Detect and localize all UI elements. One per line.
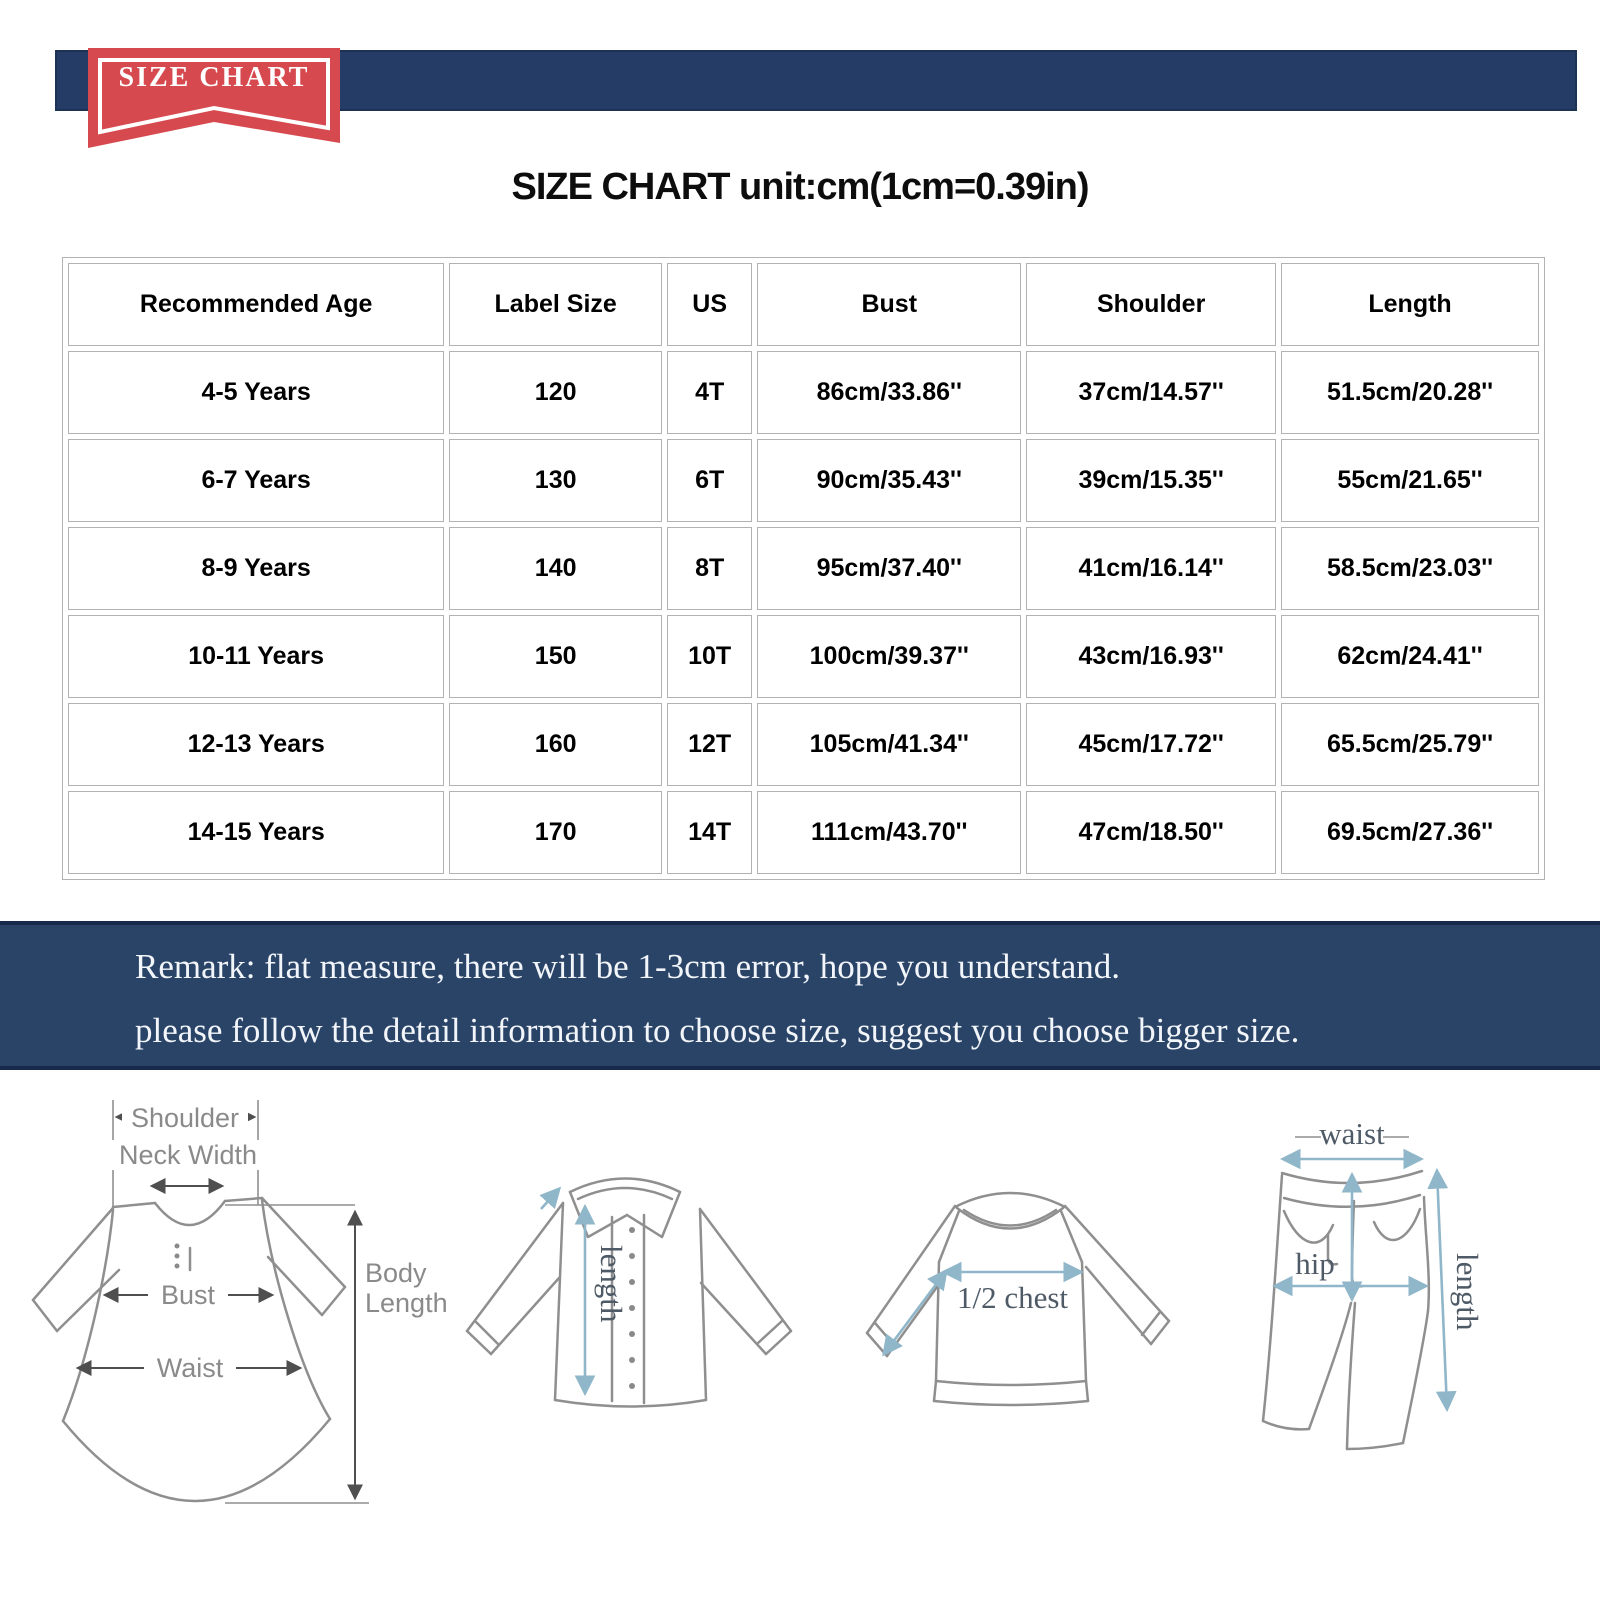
cell-shoulder: 39cm/15.35'' [1026, 439, 1276, 522]
ribbon-label: SIZE CHART [118, 62, 310, 93]
cell-label-size: 170 [449, 791, 662, 874]
cell-age: 14-15 Years [68, 791, 444, 874]
sweater-diagram [860, 1165, 1270, 1455]
cell-label-size: 130 [449, 439, 662, 522]
column-header-label-size: Label Size [449, 263, 662, 346]
cell-label-size: 150 [449, 615, 662, 698]
cell-us: 8T [667, 527, 752, 610]
cell-us: 12T [667, 703, 752, 786]
cell-us: 4T [667, 351, 752, 434]
dress-body-length-label [365, 1258, 448, 1318]
column-header-length: Length [1281, 263, 1539, 346]
size-chart-ribbon [84, 46, 344, 158]
sweater-half-chest-label: 1/2 chest [956, 1280, 1069, 1315]
cell-shoulder: 47cm/18.50'' [1026, 791, 1276, 874]
cell-bust: 95cm/37.40'' [757, 527, 1021, 610]
cell-shoulder: 41cm/16.14'' [1026, 527, 1276, 610]
shirt-length-label: length [594, 1245, 629, 1323]
cell-length: 69.5cm/27.36'' [1281, 791, 1539, 874]
column-header-age: Recommended Age [68, 263, 444, 346]
shirt-diagram [455, 1135, 855, 1465]
cell-length: 65.5cm/25.79'' [1281, 703, 1539, 786]
cell-bust: 100cm/39.37'' [757, 615, 1021, 698]
column-header-us: US [667, 263, 752, 346]
cell-us: 14T [667, 791, 752, 874]
column-header-shoulder: Shoulder [1026, 263, 1276, 346]
table-row [68, 351, 1539, 434]
cell-us: 6T [667, 439, 752, 522]
dress-diagram [25, 1072, 448, 1517]
pants-diagram [1255, 1085, 1585, 1485]
table-row [68, 791, 1539, 874]
pants-hip-label: hip [1295, 1246, 1335, 1281]
remark-line-1: Remark: flat measure, there will be 1-3cm error, hope you understand. [135, 947, 1121, 986]
dress-body-length-line1: Body [365, 1258, 427, 1288]
cell-label-size: 140 [449, 527, 662, 610]
cell-length: 62cm/24.41'' [1281, 615, 1539, 698]
table-row [68, 703, 1539, 786]
cell-bust: 90cm/35.43'' [757, 439, 1021, 522]
dress-neck-width-label: Neck Width [112, 1140, 264, 1170]
cell-length: 58.5cm/23.03'' [1281, 527, 1539, 610]
remark-line-2: please follow the detail information to choose size, suggest you choose bigger size. [135, 1011, 1300, 1050]
size-table [62, 257, 1545, 880]
cell-age: 6-7 Years [68, 439, 444, 522]
cell-shoulder: 37cm/14.57'' [1026, 351, 1276, 434]
shirt-illustration [455, 1135, 855, 1465]
table-row [68, 527, 1539, 610]
cell-label-size: 120 [449, 351, 662, 434]
page-title: SIZE CHART unit:cm(1cm=0.39in) [511, 166, 1089, 208]
remark-band [0, 921, 1600, 1070]
cell-age: 10-11 Years [68, 615, 444, 698]
cell-bust: 111cm/43.70'' [757, 791, 1021, 874]
column-header-bust: Bust [757, 263, 1021, 346]
dress-body-length-line2: Length [365, 1288, 448, 1318]
dress-bust-label: Bust [148, 1280, 228, 1310]
table-row [68, 615, 1539, 698]
cell-age: 12-13 Years [68, 703, 444, 786]
cell-bust: 86cm/33.86'' [757, 351, 1021, 434]
cell-length: 55cm/21.65'' [1281, 439, 1539, 522]
pants-illustration [1255, 1085, 1585, 1485]
cell-label-size: 160 [449, 703, 662, 786]
dress-shoulder-label: Shoulder [122, 1103, 248, 1133]
cell-shoulder: 45cm/17.72'' [1026, 703, 1276, 786]
cell-us: 10T [667, 615, 752, 698]
cell-age: 8-9 Years [68, 527, 444, 610]
table-header-row [68, 263, 1539, 346]
dress-waist-label: Waist [144, 1353, 236, 1383]
cell-age: 4-5 Years [68, 351, 444, 434]
pants-length-label: length [1450, 1253, 1485, 1331]
pants-waist-label: waist [1319, 1116, 1385, 1151]
cell-length: 51.5cm/20.28'' [1281, 351, 1539, 434]
table-row [68, 439, 1539, 522]
cell-bust: 105cm/41.34'' [757, 703, 1021, 786]
cell-shoulder: 43cm/16.93'' [1026, 615, 1276, 698]
